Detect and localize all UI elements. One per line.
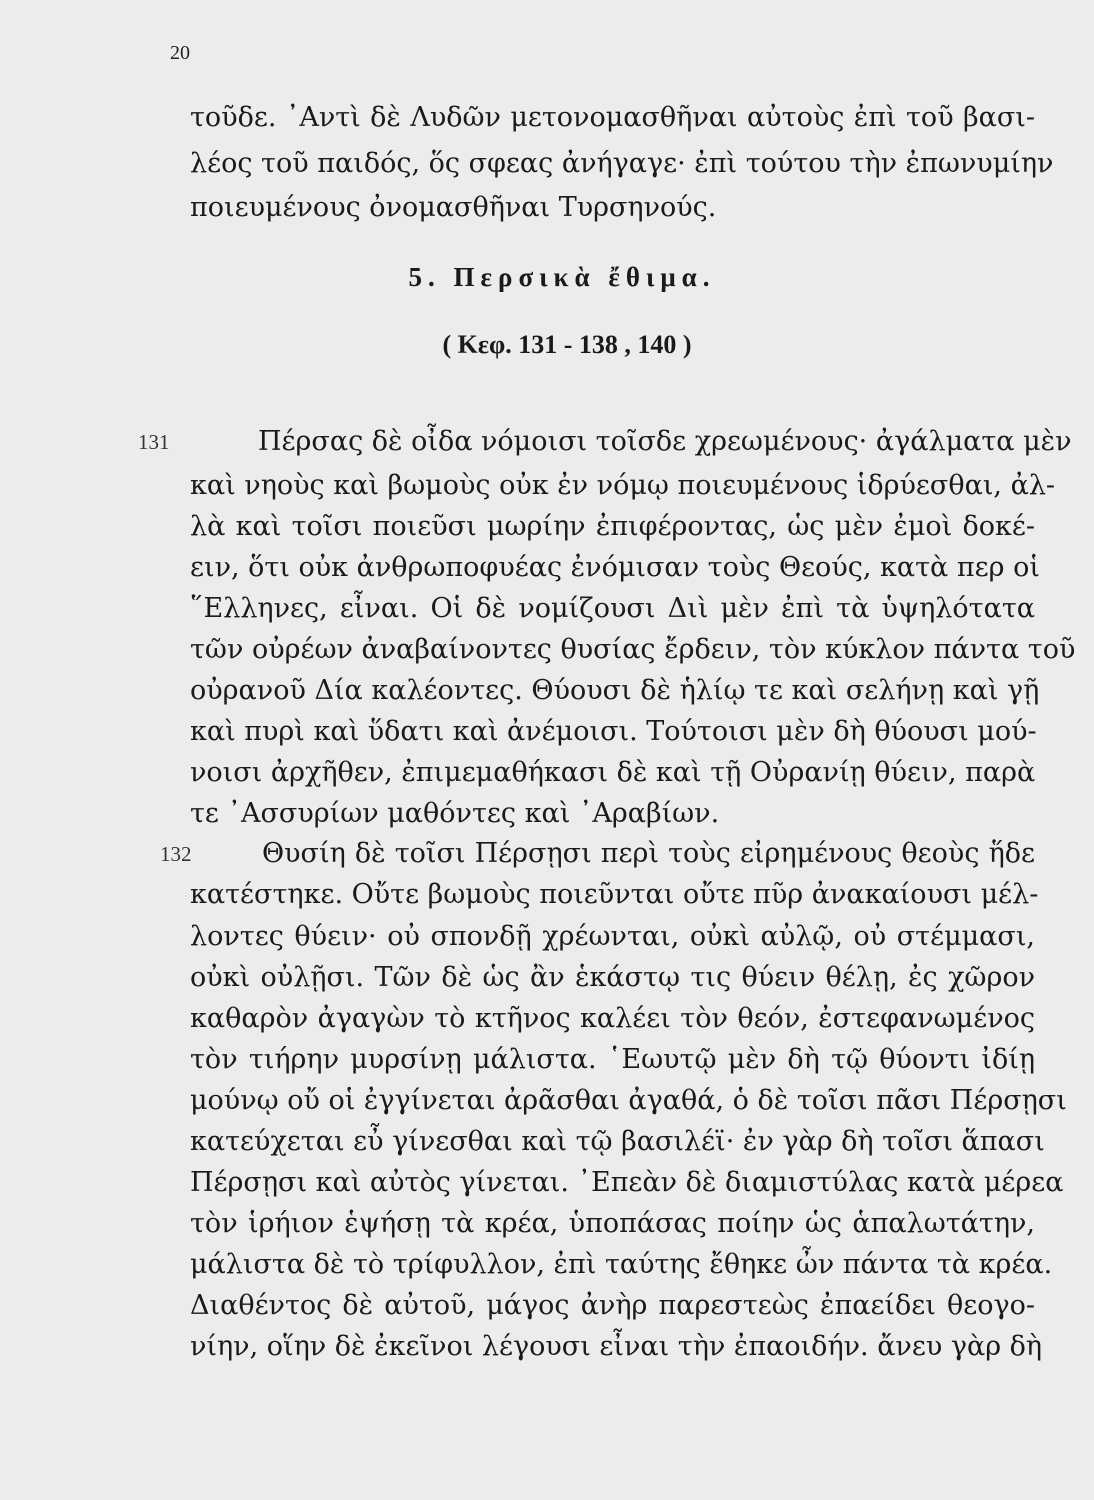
paragraph-line: τὸν τιήρην μυρσίνῃ μάλιστα. ῾Εωυτῷ μὲν δὴ τῷ θύοντι ἰδίῃ	[190, 1044, 1035, 1075]
section-chapters: ( Κεφ. 131 - 138 , 140 )	[442, 330, 692, 359]
paragraph-line: μούνῳ οὔ οἱ ἐγγίνεται ἀρᾶσθαι ἀγαθά, ὁ δὲ τοῖσι πᾶσι Πέρσῃσι	[190, 1085, 1067, 1116]
paragraph-line: οὐκὶ οὐλῇσι. Τῶν δὲ ὡς ἂν ἑκάστῳ τις θύειν θέλῃ, ἐς χῶρον	[190, 962, 1035, 993]
intro-line: τοῦδε. ᾿Αντὶ δὲ Λυδῶν μετονομασθῆναι αὐτοὺς ἐπὶ τοῦ βασι-	[190, 102, 1035, 133]
paragraph-line: καὶ πυρὶ καὶ ὕδατι καὶ ἀνέμοισι. Τούτοισι μὲν δὴ θύουσι μού-	[190, 716, 1037, 747]
paragraph-line: οὐρανοῦ Δία καλέοντες. Θύουσι δὲ ἡλίῳ τε καὶ σελήνῃ καὶ γῇ	[190, 675, 1040, 706]
paragraph-line: καὶ νηοὺς καὶ βωμοὺς οὐκ ἐν νόμῳ ποιευμένους ἱδρύεσθαι, ἀλ-	[190, 470, 1056, 501]
paragraph-line: ῞Ελληνες, εἶναι. Οἱ δὲ νομίζουσι Διὶ μὲν ἐπὶ τὰ ὑψηλότατα	[190, 593, 1035, 624]
paragraph-line: λὰ καὶ τοῖσι ποιεῦσι μωρίην ἐπιφέροντας, ὡς μὲν ἐμοὶ δοκέ-	[190, 511, 1035, 542]
paragraph-line: μάλιστα δὲ τὸ τρίφυλλον, ἐπὶ ταύτης ἔθηκε ὦν πάντα τὰ κρέα.	[190, 1249, 1053, 1280]
paragraph-line: καθαρὸν ἀγαγὼν τὸ κτῆνος καλέει τὸν θεόν, ἐστεφανωμένος	[190, 1003, 1035, 1034]
section-title: 5. Περσικὰ ἔθιμα.	[408, 262, 716, 292]
paragraph-line: νοισι ἀρχῆθεν, ἐπιμεμαθήκασι δὲ καὶ τῇ Οὐρανίῃ θύειν, παρὰ	[190, 757, 1036, 788]
paragraph-line: κατέστηκε. Οὔτε βωμοὺς ποιεῦνται οὔτε πῦρ ἀνακαίουσι μέλ-	[190, 879, 1039, 910]
paragraph-line: νίην, οἵην δὲ ἐκεῖνοι λέγουσι εἶναι τὴν ἐπαοιδήν. ἄνευ γὰρ δὴ	[190, 1331, 1043, 1362]
intro-line: λέος τοῦ παιδός, ὅς σφεας ἀνήγαγε· ἐπὶ τούτου τὴν ἐπωνυμίην	[190, 148, 1054, 179]
paragraph-line: Διαθέντος δὲ αὐτοῦ, μάγος ἀνὴρ παρεστεὼς ἐπαείδει θεογο-	[190, 1290, 1035, 1321]
chapter-number: 131	[138, 430, 170, 454]
paragraph-line: τὸν ἱρήιον ἑψήσῃ τὰ κρέα, ὑποπάσας ποίην ὡς ἁπαλωτάτην,	[190, 1208, 1035, 1239]
paragraph-line: λοντες θύειν· οὐ σπονδῇ χρέωνται, οὐκὶ αὐλῷ, οὐ στέμμασι,	[190, 921, 1035, 952]
paragraph-line: ειν, ὅτι οὐκ ἀνθρωποφυέας ἐνόμισαν τοὺς Θεούς, κατὰ περ οἱ	[190, 552, 1040, 583]
paragraph-line: τε ᾿Ασσυρίων μαθόντες καὶ ᾿Αραβίων.	[190, 798, 720, 829]
intro-line: ποιευμένους ὀνομασθῆναι Τυρσηνούς.	[190, 192, 717, 223]
paragraph-line: κατεύχεται εὖ γίνεσθαι καὶ τῷ βασιλέϊ· ἐν γὰρ δὴ τοῖσι ἅπασι	[190, 1126, 1045, 1157]
page-number: 20	[170, 42, 190, 64]
paragraph-line: Θυσίη δὲ τοῖσι Πέρσῃσι περὶ τοὺς εἰρημένους θεοὺς ἥδε	[262, 838, 1035, 869]
chapter-number: 132	[160, 842, 192, 866]
paragraph-line: Πέρσας δὲ οἶδα νόμοισι τοῖσδε χρεωμένους· ἀγάλματα μὲν	[258, 426, 1072, 457]
paragraph-line: Πέρσῃσι καὶ αὐτὸς γίνεται. ᾿Επεὰν δὲ διαμιστύλας κατὰ μέρεα	[190, 1167, 1064, 1198]
paragraph-line: τῶν οὐρέων ἀναβαίνοντες θυσίας ἔρδειν, τὸν κύκλον πάντα τοῦ	[190, 634, 1076, 665]
